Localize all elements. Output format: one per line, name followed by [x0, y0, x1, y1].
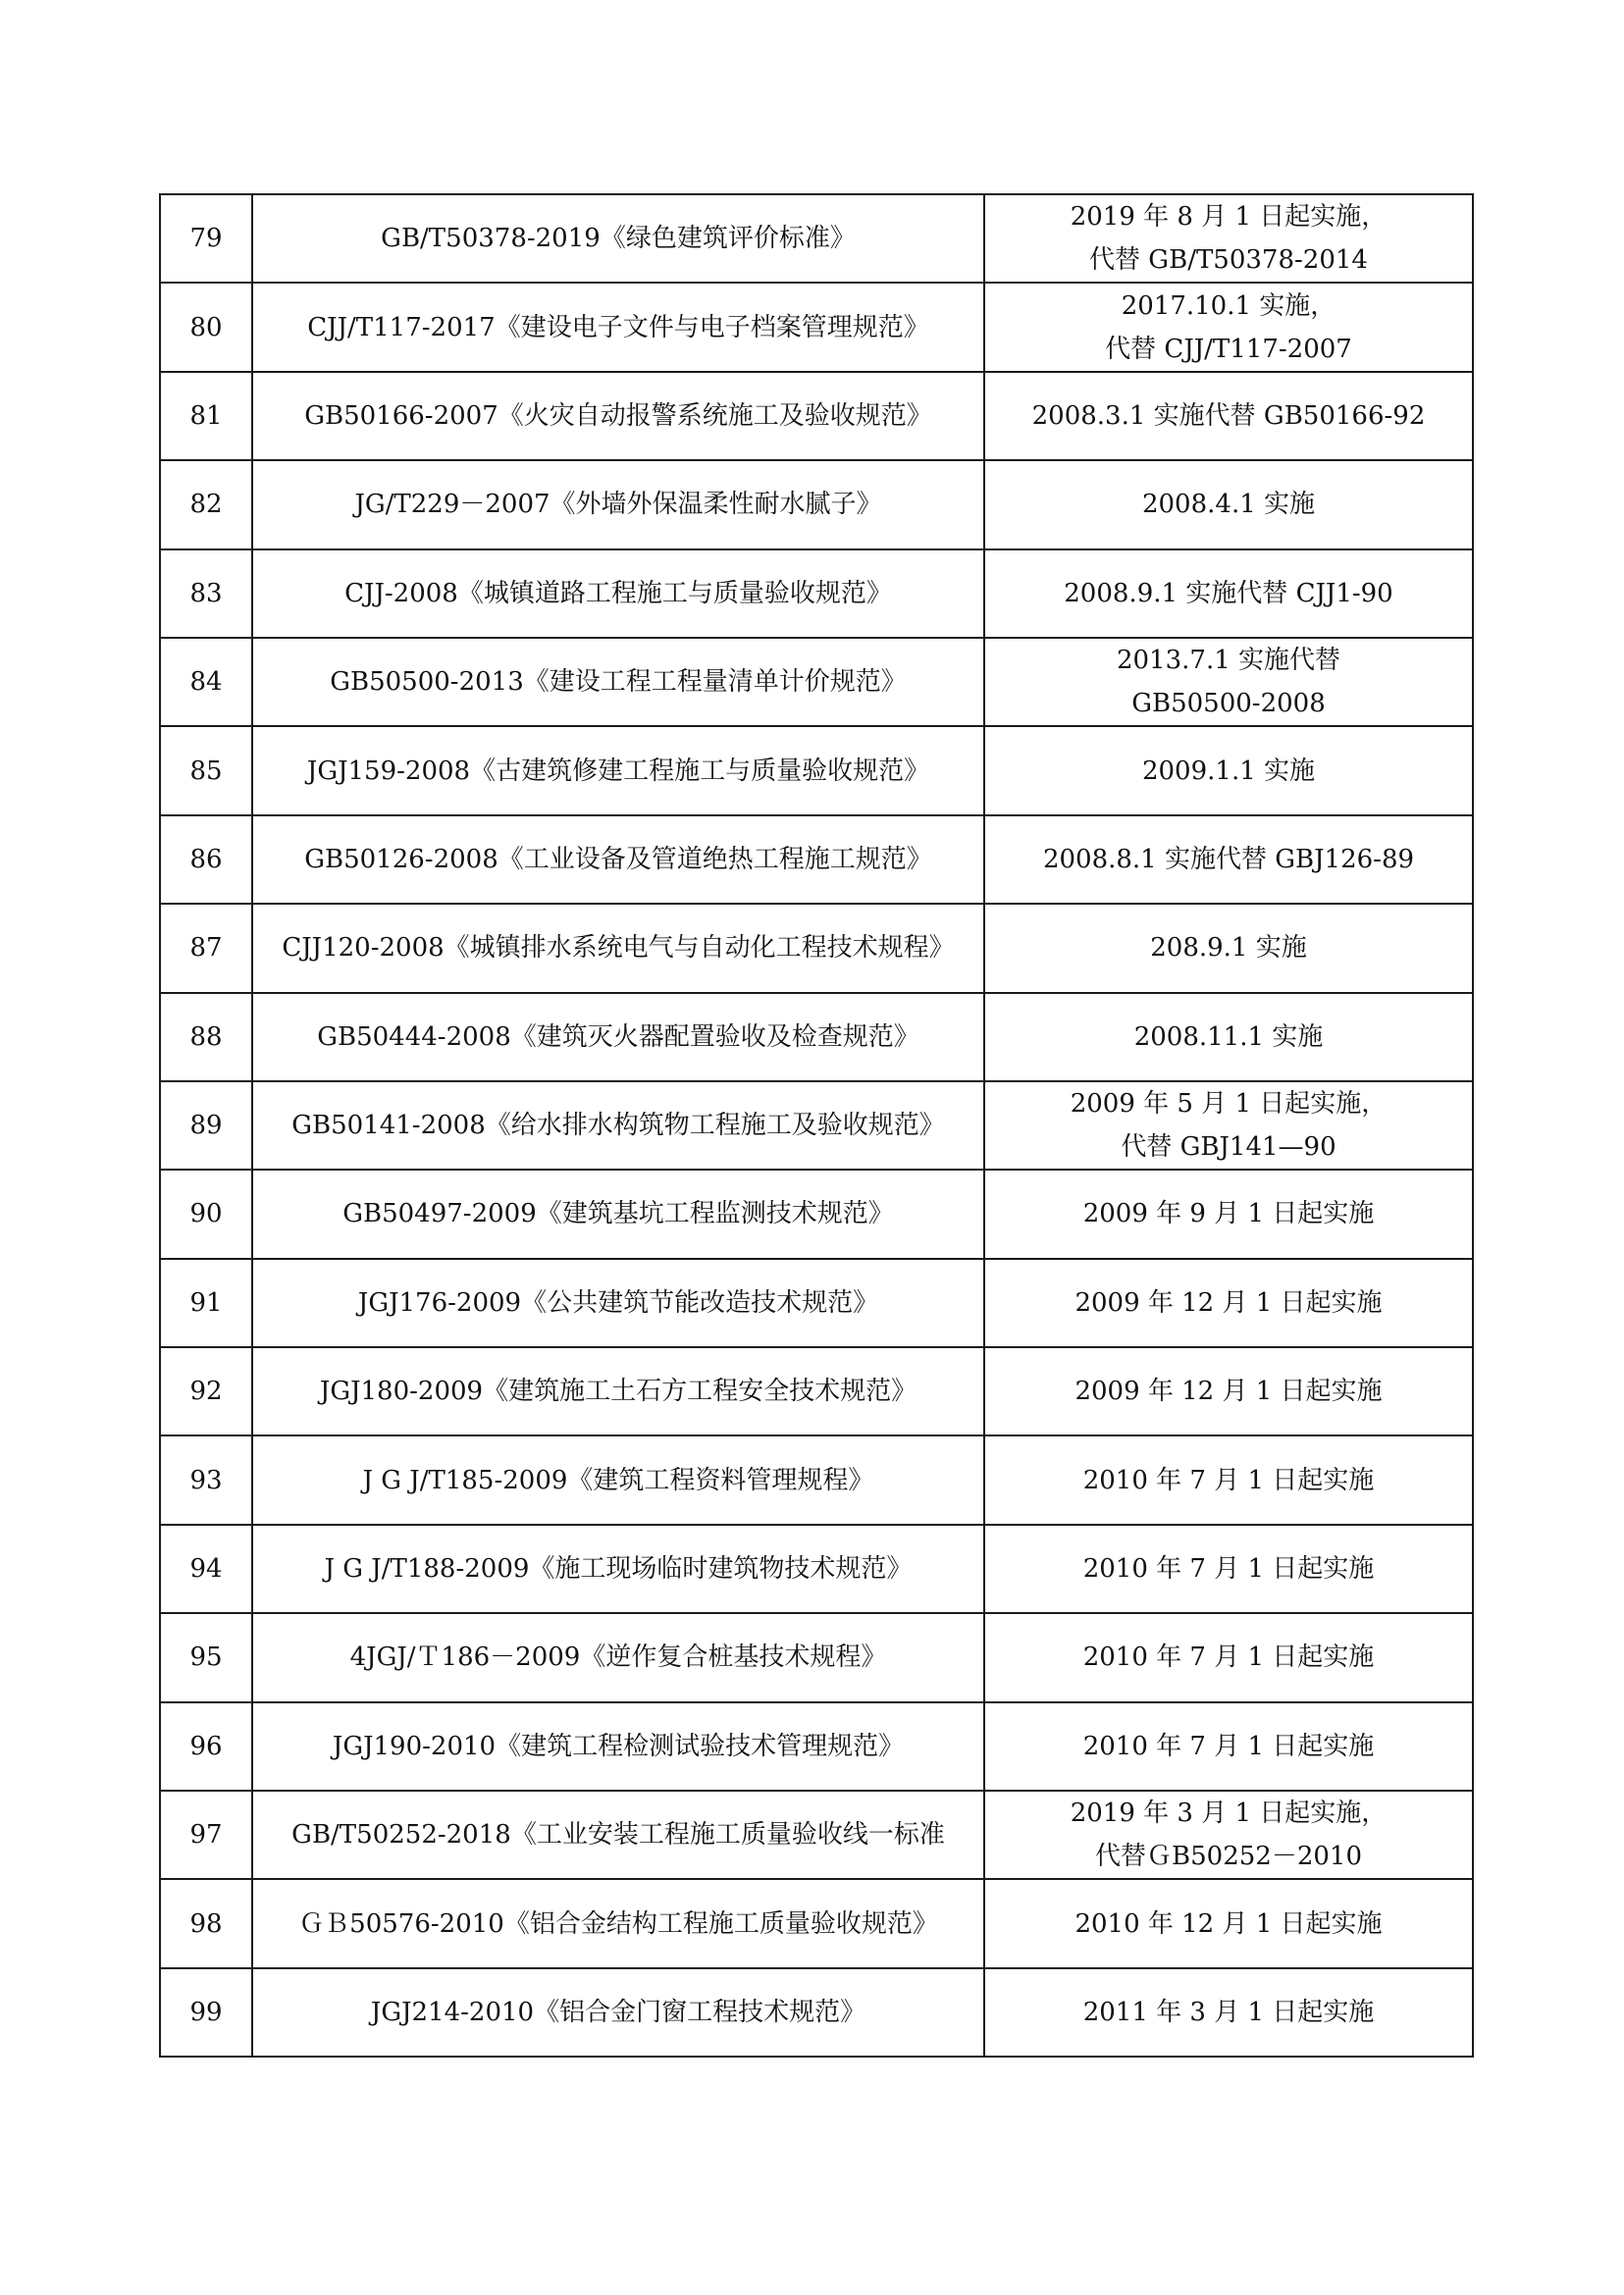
effective-date-line: 208.9.1 实施: [1150, 933, 1307, 964]
row-number: 90: [160, 1170, 252, 1258]
effective-date: [984, 1613, 1473, 1701]
effective-date-line: 2010 年 7 月 1 日起实施: [1082, 1465, 1375, 1495]
effective-date: [984, 1081, 1473, 1170]
row-number: 82: [160, 460, 252, 548]
row-number: 98: [160, 1879, 252, 1967]
standard-name: JGJ180-2009《建筑施工土石方工程安全技术规范》: [252, 1347, 984, 1435]
row-number: 80: [160, 283, 252, 371]
effective-date-line: 2010 年 7 月 1 日起实施: [1082, 1731, 1375, 1761]
effective-date-line: 2010 年 7 月 1 日起实施: [1082, 1554, 1375, 1585]
table-row: [160, 904, 1473, 992]
effective-date-line: 2009 年 12 月 1 日起实施: [1074, 1377, 1383, 1407]
effective-date: [984, 815, 1473, 904]
row-number: 93: [160, 1435, 252, 1524]
row-number: 85: [160, 726, 252, 814]
effective-date-line: 2010 年 12 月 1 日起实施: [1074, 1908, 1383, 1939]
effective-date: [984, 1170, 1473, 1258]
standard-name: GB/T50378-2019《绿色建筑评价标准》: [252, 194, 984, 283]
effective-date: [984, 1968, 1473, 2057]
effective-date-line: 2009 年 5 月 1 日起实施，: [1070, 1089, 1388, 1120]
table-row: [160, 372, 1473, 460]
effective-date-line: 2008.3.1 实施代替 GB50166-92: [1031, 400, 1426, 431]
row-number: 96: [160, 1702, 252, 1791]
standard-name: 4JGJ/Ｔ186－2009《逆作复合桩基技术规程》: [252, 1613, 984, 1701]
table-row: [160, 1081, 1473, 1170]
table-row: [160, 726, 1473, 814]
standard-name: JGJ159-2008《古建筑修建工程施工与质量验收规范》: [252, 726, 984, 814]
row-number: 87: [160, 904, 252, 992]
row-number: 95: [160, 1613, 252, 1701]
effective-date: [984, 1702, 1473, 1791]
effective-date-line: 代替 CJJ/T117-2007: [1105, 334, 1352, 364]
standard-name: GB/T50252-2018《工业安装工程施工质量验收线一标准: [252, 1791, 984, 1879]
standard-name: CJJ120-2008《城镇排水系统电气与自动化工程技术规程》: [252, 904, 984, 992]
effective-date: [984, 372, 1473, 460]
effective-date: [984, 194, 1473, 283]
row-number: 86: [160, 815, 252, 904]
effective-date-line: 2017.10.1 实施，: [1121, 290, 1336, 321]
standard-name: GB50444-2008《建筑灭火器配置验收及检查规范》: [252, 993, 984, 1081]
effective-date-line: 2011 年 3 月 1 日起实施: [1082, 1998, 1375, 2027]
row-number: 84: [160, 638, 252, 726]
row-number: 94: [160, 1525, 252, 1613]
table-row: [160, 194, 1473, 283]
effective-date: [984, 1347, 1473, 1435]
table-row: [160, 549, 1473, 638]
effective-date: [984, 1879, 1473, 1967]
effective-date-line: 2008.4.1 实施: [1141, 490, 1316, 520]
effective-date-line: 2008.8.1 实施代替 GBJ126-89: [1042, 844, 1415, 874]
standard-name: GB50166-2007《火灾自动报警系统施工及验收规范》: [252, 372, 984, 460]
table-row: [160, 1968, 1473, 2057]
effective-date-line: 代替 GB/T50378-2014: [1089, 245, 1368, 276]
table-row: [160, 815, 1473, 904]
effective-date: [984, 904, 1473, 992]
table-row: [160, 1435, 1473, 1524]
standard-name: JG/T229－2007《外墙外保温柔性耐水腻子》: [252, 460, 984, 548]
standards-table: [159, 193, 1474, 2058]
standard-name: GB50126-2008《工业设备及管道绝热工程施工规范》: [252, 815, 984, 904]
standard-name: JGJ176-2009《公共建筑节能改造技术规范》: [252, 1259, 984, 1347]
standard-name: GB50497-2009《建筑基坑工程监测技术规范》: [252, 1170, 984, 1258]
effective-date: [984, 1435, 1473, 1524]
effective-date-line: GB50500-2008: [1131, 689, 1326, 719]
table-row: [160, 638, 1473, 726]
table-row: [160, 1525, 1473, 1613]
effective-date: [984, 993, 1473, 1081]
standard-name: J G J/T188-2009《施工现场临时建筑物技术规范》: [252, 1525, 984, 1613]
row-number: 81: [160, 372, 252, 460]
effective-date-line: 2010 年 7 月 1 日起实施: [1082, 1643, 1375, 1673]
table-row: [160, 1170, 1473, 1258]
effective-date-line: 2009.1.1 实施: [1141, 756, 1316, 786]
standard-name: CJJ-2008《城镇道路工程施工与质量验收规范》: [252, 549, 984, 638]
row-number: 89: [160, 1081, 252, 1170]
effective-date-line: 2013.7.1 实施代替: [1116, 646, 1341, 676]
table-body: [160, 194, 1473, 2057]
standard-name: GB50141-2008《给水排水构筑物工程施工及验收规范》: [252, 1081, 984, 1170]
table-row: [160, 283, 1473, 371]
standard-name: ＧＢ50576-2010《铝合金结构工程施工质量验收规范》: [252, 1879, 984, 1967]
row-number: 79: [160, 194, 252, 283]
table-row: [160, 1613, 1473, 1701]
effective-date: [984, 638, 1473, 726]
effective-date-line: 2019 年 3 月 1 日起实施，: [1070, 1799, 1388, 1829]
standard-name: GB50500-2013《建设工程工程量清单计价规范》: [252, 638, 984, 726]
effective-date: [984, 549, 1473, 638]
effective-date-line: 代替 GBJ141—90: [1121, 1132, 1336, 1163]
standard-name: J G J/T185-2009《建筑工程资料管理规程》: [252, 1435, 984, 1524]
effective-date: [984, 283, 1473, 371]
standard-name: JGJ190-2010《建筑工程检测试验技术管理规范》: [252, 1702, 984, 1791]
standard-name: CJJ/T117-2017《建设电子文件与电子档案管理规范》: [252, 283, 984, 371]
effective-date-line: 2009 年 12 月 1 日起实施: [1074, 1287, 1383, 1318]
effective-date-line: 2009 年 9 月 1 日起实施: [1082, 1199, 1375, 1229]
effective-date: [984, 460, 1473, 548]
row-number: 99: [160, 1968, 252, 2057]
row-number: 91: [160, 1259, 252, 1347]
row-number: 83: [160, 549, 252, 638]
row-number: 92: [160, 1347, 252, 1435]
table-row: [160, 1791, 1473, 1879]
table-row: [160, 1347, 1473, 1435]
row-number: 97: [160, 1791, 252, 1879]
table-row: [160, 1259, 1473, 1347]
row-number: 88: [160, 993, 252, 1081]
effective-date: [984, 1791, 1473, 1879]
table-row: [160, 1879, 1473, 1967]
standard-name: JGJ214-2010《铝合金门窗工程技术规范》: [252, 1968, 984, 2057]
effective-date-line: 2008.9.1 实施代替 CJJ1-90: [1064, 578, 1393, 608]
effective-date: [984, 1259, 1473, 1347]
effective-date-line: 代替ＧB50252－2010: [1095, 1842, 1362, 1872]
table-row: [160, 460, 1473, 548]
effective-date-line: 2019 年 8 月 1 日起实施，: [1070, 202, 1388, 233]
effective-date-line: 2008.11.1 实施: [1133, 1021, 1324, 1052]
table-row: [160, 993, 1473, 1081]
effective-date: [984, 726, 1473, 814]
effective-date: [984, 1525, 1473, 1613]
table-row: [160, 1702, 1473, 1791]
